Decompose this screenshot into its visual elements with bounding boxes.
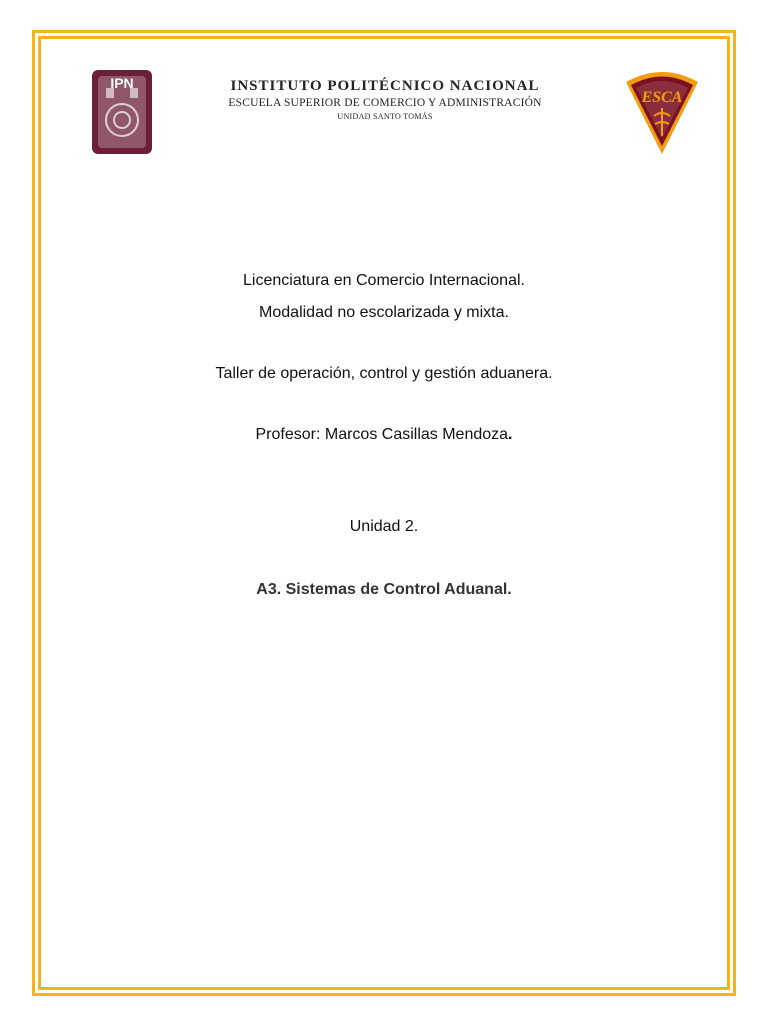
unit-name: UNIDAD SANTO TOMÁS <box>337 112 433 121</box>
ipn-logo-text: IPN <box>110 75 134 91</box>
professor-dot: . <box>508 426 513 443</box>
school-name: ESCUELA SUPERIOR DE COMERCIO Y ADMINISTRACIÓN <box>228 97 542 109</box>
esca-logo-text: ESCA <box>641 89 683 106</box>
ipn-logo <box>86 66 158 158</box>
activity-title: A3. Sistemas de Control Aduanal. <box>256 581 512 598</box>
esca-logo <box>622 66 702 158</box>
professor-line <box>0 426 768 444</box>
document-header <box>180 78 590 121</box>
institution-name: INSTITUTO POLITÉCNICO NACIONAL <box>230 78 540 94</box>
modality-line: Modalidad no escolarizada y mixta. <box>259 304 509 321</box>
course-line: Taller de operación, control y gestión aduanera. <box>215 365 553 382</box>
page-border-inner <box>38 36 730 990</box>
unit-line: Unidad 2. <box>349 518 419 535</box>
professor-label: Profesor: Marcos Casillas Mendoza <box>255 426 509 443</box>
program-line: Licenciatura en Comercio Internacional. <box>243 272 525 289</box>
